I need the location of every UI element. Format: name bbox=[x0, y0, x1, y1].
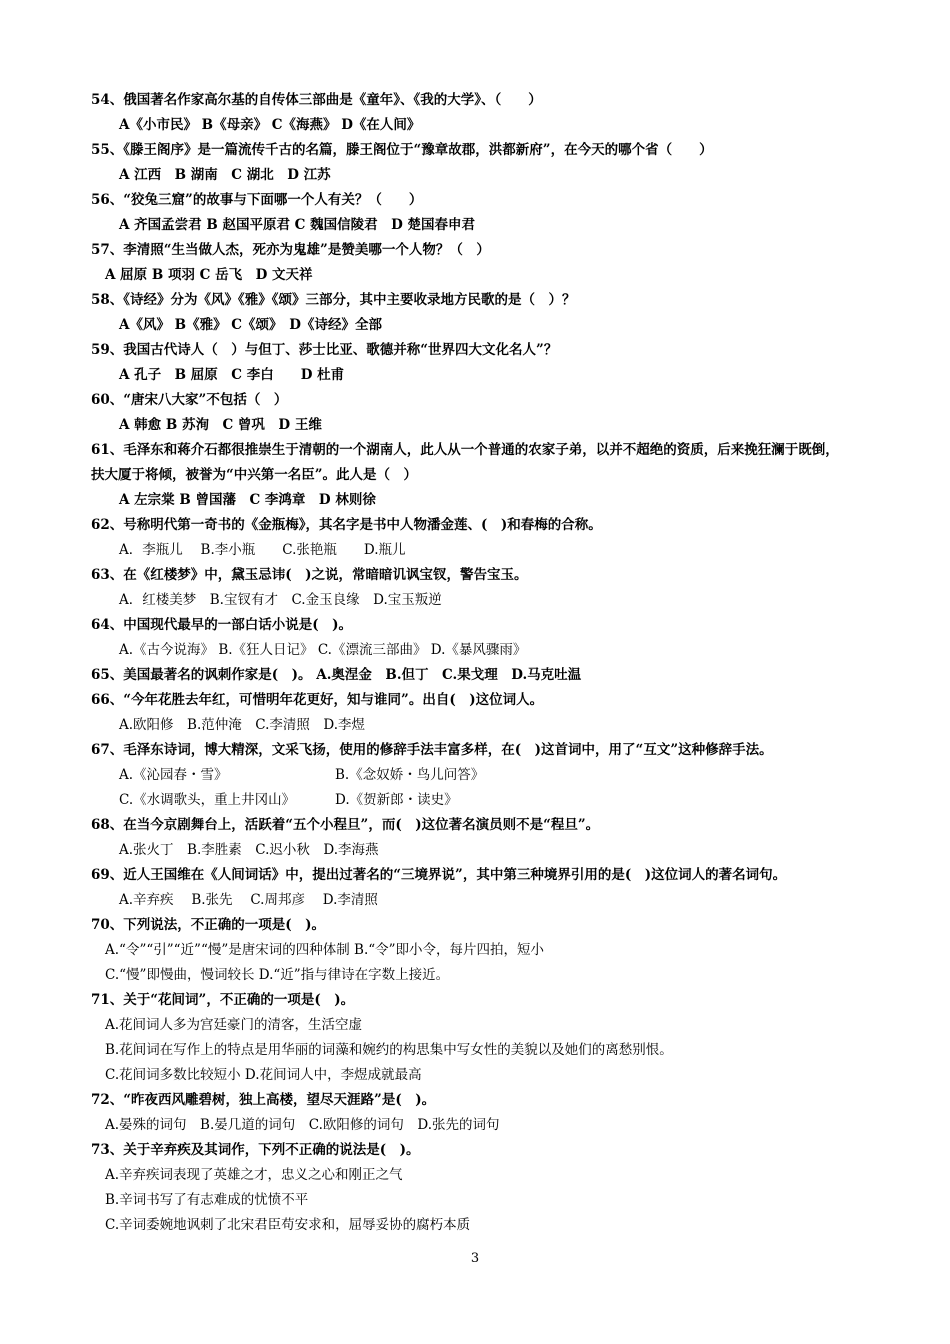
question-text-q57: 57、李清照“生当做人杰，死亦为鬼雄”是赞美哪一个人物？（ ） bbox=[91, 242, 490, 258]
answer-options-q67-opt-c: C.《水调歌头，重上井冈山》 bbox=[119, 792, 296, 808]
answer-options-q63-opts: A．红楼美梦 B.宝钗有才 C.金玉良缘 D.宝玉叛逆 bbox=[119, 592, 442, 608]
question-text-q70: 70、下列说法，不正确的一项是( )。 bbox=[91, 917, 326, 933]
answer-options-q73-opt-c: C.辛词委婉地讽刺了北宋君臣苟安求和，屈辱妥协的腐朽本质 bbox=[105, 1217, 471, 1233]
answer-options-q69-opts: A.辛弃疾 B.张先 C.周邦彦 D.李清照 bbox=[119, 892, 378, 908]
answer-options-q59-opts: A 孔子 B 屈原 C 李白 D 杜甫 bbox=[119, 367, 345, 383]
question-text-q59: 59、我国古代诗人（ ）与但丁、莎士比亚、歌德并称“世界四大文化名人”？ bbox=[91, 342, 558, 358]
answer-options-q60-opts: A 韩愈 B 苏洵 C 曾巩 D 王维 bbox=[119, 417, 322, 433]
answer-options-q67-opt-d: D.《贺新郎・读史》 bbox=[335, 792, 458, 808]
question-text-q54: 54、俄国著名作家高尔基的自传体三部曲是《童年》、《我的大学》、（ ） bbox=[91, 92, 542, 108]
question-text-q55: 55、《滕王阁序》是一篇流传千古的名篇，滕王阁位于“豫章故郡，洪都新府”，在今天的哪个省（ ） bbox=[91, 142, 713, 158]
question-text-q58: 58、《诗经》分为《风》《雅》《颂》三部分，其中主要收录地方民歌的是（ ）？ bbox=[91, 292, 576, 308]
question-text-q62: 62、号称明代第一奇书的《金瓶梅》，其名字是书中人物潘金莲、( )和春梅的合称。 bbox=[91, 517, 602, 533]
question-text-q56: 56、“狡兔三窟”的故事与下面哪一个人有关？（ ） bbox=[91, 192, 423, 208]
question-text-q68: 68、在当今京剧舞台上，活跃着“五个小程旦”，而( )这位著名演员则不是“程旦”。 bbox=[91, 817, 600, 833]
answer-options-q66-opts: A.欧阳修 B.范仲淹 C.李清照 D.李煜 bbox=[119, 717, 366, 733]
question-text-q60: 60、“唐宋八大家”不包括（ ） bbox=[91, 392, 288, 408]
page-number: 3 bbox=[470, 1251, 480, 1266]
answer-options-q70-opts-1: A.“令”“引”“近”“慢”是唐宋词的四种体制 B.“令”即小令，每片四拍，短小 bbox=[105, 942, 545, 958]
question-text-q65: 65、美国最著名的讽刺作家是( )。 A.奥涅金 B.但丁 C.果戈理 D.马克吐温 bbox=[91, 667, 582, 683]
answer-options-q71-opt-cd: C.花间词多数比较短小 D.花间词人中，李煜成就最高 bbox=[105, 1067, 422, 1083]
question-text-q63: 63、在《红楼梦》中，黛玉忌讳( )之说，常暗暗讥讽宝钗，警告宝玉。 bbox=[91, 567, 528, 583]
question-text-q72: 72、“昨夜西风雕碧树，独上高楼，望尽天涯路”是( )。 bbox=[91, 1092, 436, 1108]
question-text-q64: 64、中国现代最早的一部白话小说是( )。 bbox=[91, 617, 353, 633]
answer-options-q71-opt-a: A.花间词人多为宫廷豪门的清客，生活空虚 bbox=[105, 1017, 363, 1033]
question-text-q73: 73、关于辛弃疾及其词作，下列不正确的说法是( )。 bbox=[91, 1142, 420, 1158]
question-text-q61-cont: 扶大厦于将倾，被誉为“中兴第一名臣”。此人是（ ） bbox=[91, 467, 418, 483]
question-text-q61: 61、毛泽东和蒋介石都很推崇生于清朝的一个湖南人，此人从一个普通的农家子弟，以并不超绝的资质，后来挽狂澜于既倒， bbox=[91, 442, 839, 458]
answer-options-q61-opts: A 左宗棠 B 曾国藩 C 李鸿章 D 林则徐 bbox=[119, 492, 376, 508]
question-text-q69: 69、近人王国维在《人间词话》中，提出过著名的“三境界说”，其中第三种境界引用的是( )这位词人的著名词句。 bbox=[91, 867, 787, 883]
answer-options-q58-opts: A《风》 B《雅》 C《颂》 D《诗经》全部 bbox=[119, 317, 382, 333]
answer-options-q64-opts: A.《古今说海》 B.《狂人日记》 C.《漂流三部曲》 D.《暴风骤雨》 bbox=[119, 642, 527, 658]
answer-options-q54-opts: A《小市民》 B《母亲》 C《海燕》 D《在人间》 bbox=[119, 117, 421, 133]
question-text-q71: 71、关于“花间词”，不正确的一项是( )。 bbox=[91, 992, 355, 1008]
answer-options-q57-opts: A 屈原 B 项羽 C 岳飞 D 文天祥 bbox=[105, 267, 313, 283]
answer-options-q55-opts: A 江西 B 湖南 C 湖北 D 江苏 bbox=[119, 167, 331, 183]
answer-options-q68-opts: A.张火丁 B.李胜素 C.迟小秋 D.李海燕 bbox=[119, 842, 379, 858]
question-text-q67: 67、毛泽东诗词，博大精深，文采飞扬，使用的修辞手法丰富多样，在( )这首词中，用了“互文”这种修辞手法。 bbox=[91, 742, 773, 758]
answer-options-q62-opts: A．李瓶儿 B.李小瓶 C.张艳瓶 D.瓶儿 bbox=[119, 542, 406, 558]
answer-options-q56-opts: A 齐国孟尝君 B 赵国平原君 C 魏国信陵君 D 楚国春申君 bbox=[119, 217, 476, 233]
answer-options-q67-opt-b: B.《念奴娇・鸟儿问答》 bbox=[335, 767, 485, 783]
answer-options-q70-opts-2: C.“慢”即慢曲，慢词较长 D.“近”指与律诗在字数上接近。 bbox=[105, 967, 450, 983]
answer-options-q71-opt-b: B.花间词在写作上的特点是用华丽的词藻和婉约的构思集中写女性的美貌以及她们的离愁别恨。 bbox=[105, 1042, 673, 1058]
answer-options-q73-opt-a: A.辛弃疾词表现了英雄之才，忠义之心和刚正之气 bbox=[105, 1167, 403, 1183]
question-text-q66: 66、“今年花胜去年红，可惜明年花更好，知与谁同”。出自( )这位词人。 bbox=[91, 692, 544, 708]
answer-options-q67-opt-a: A.《沁园春・雪》 bbox=[119, 767, 228, 783]
answer-options-q72-opts: A.晏殊的词句 B.晏几道的词句 C.欧阳修的词句 D.张先的词句 bbox=[105, 1117, 500, 1133]
answer-options-q73-opt-b: B.辛词书写了有志难成的忧愤不平 bbox=[105, 1192, 309, 1208]
